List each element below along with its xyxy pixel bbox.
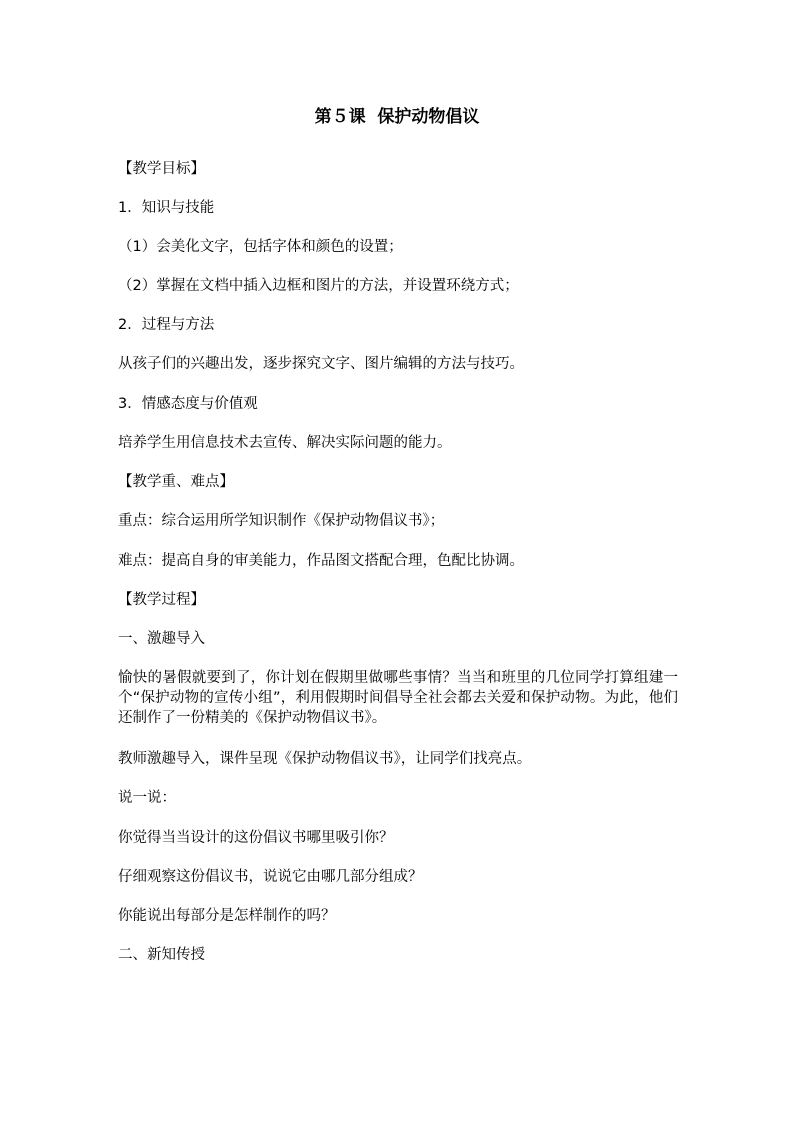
section-heading-process: 【教学过程】 — [118, 592, 205, 608]
teacher-intro-text: 教师激趣导入，课件呈现《保护动物倡议书》，让同学们找亮点。 — [118, 751, 532, 767]
difficult-point-text: 难点：提高自身的审美能力，作品图文搭配合理，色配比协调。 — [118, 553, 524, 569]
step-heading-intro: 一、激趣导入 — [118, 631, 205, 647]
objective-attitude-values: 3．情感态度与价值观 — [118, 396, 258, 412]
objective-process-methods: 2．过程与方法 — [118, 317, 215, 333]
lesson-title: 第５课 保护动物倡议 — [314, 107, 480, 127]
objective-knowledge-skills: 1．知识与技能 — [118, 200, 215, 216]
attitude-values-text: 培养学生用信息技术去宣传、解决实际问题的能力。 — [118, 435, 452, 451]
question-3: 你能说出每部分是怎样制作的吗？ — [118, 908, 336, 924]
intro-paragraph: 愉快的暑假就要到了，你计划在假期里做哪些事情？当当和班里的几位同学打算组建一个“保护动物的宣传小组”，利用假期时间倡导全社会都去关爱和保护动物。为此，他们还制作了一份精美的《保护动物倡议书》。 — [118, 670, 678, 726]
discussion-label: 说一说： — [118, 790, 176, 806]
section-heading-key-points: 【教学重、难点】 — [118, 474, 234, 490]
key-point-text: 重点：综合运用所学知识制作《保护动物倡议书》； — [118, 513, 445, 529]
step-heading-new-knowledge: 二、新知传授 — [118, 947, 205, 963]
section-heading-objectives: 【教学目标】 — [118, 161, 205, 177]
question-2: 仔细观察这份倡议书，说说它由哪几部分组成？ — [118, 869, 423, 885]
objective-item-1: （1）会美化文字，包括字体和颜色的设置； — [118, 239, 403, 255]
objective-item-2: （2）掌握在文档中插入边框和图片的方法，并设置环绕方式； — [118, 278, 519, 294]
question-1: 你觉得当当设计的这份倡议书哪里吸引你？ — [118, 830, 394, 846]
process-methods-text: 从孩子们的兴趣出发，逐步探究文字、图片编辑的方法与技巧。 — [118, 356, 524, 372]
